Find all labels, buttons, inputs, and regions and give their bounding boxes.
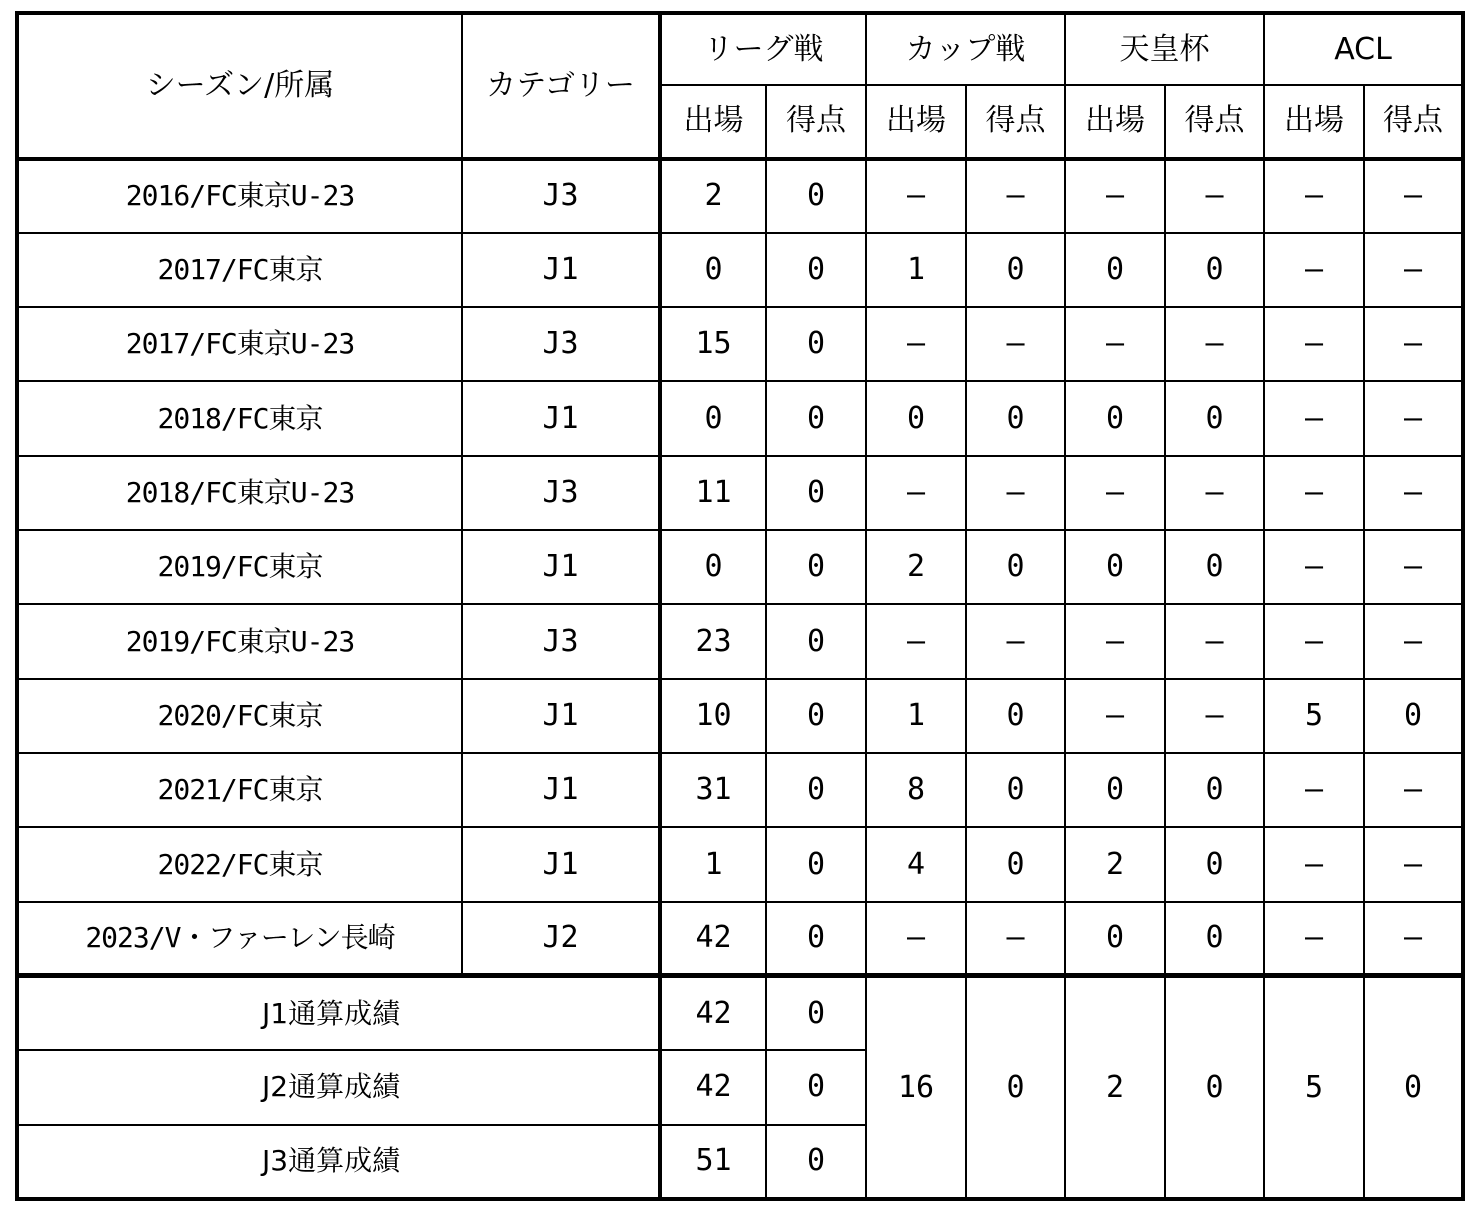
league-goals-cell: 0: [766, 679, 866, 753]
category-cell: J3: [462, 159, 660, 233]
league-apps-cell: 15: [660, 307, 766, 381]
table-row: [17, 753, 1463, 827]
emperor-apps-cell: –: [1065, 604, 1165, 678]
acl-apps-cell: –: [1264, 159, 1364, 233]
emperor-goals-cell: 0: [1165, 530, 1264, 604]
category-cell: J1: [462, 679, 660, 753]
table-row: [17, 307, 1463, 381]
cup-goals-cell: 0: [966, 679, 1065, 753]
category-cell: J1: [462, 827, 660, 901]
header-cup-goals: 得点: [966, 85, 1065, 158]
table-row: [17, 381, 1463, 455]
totals-cup-apps-cell: 16: [866, 976, 966, 1199]
league-apps-cell: 0: [660, 233, 766, 307]
cup-goals-cell: 0: [966, 381, 1065, 455]
totals-label-cell: J1通算成績: [17, 976, 660, 1050]
header-league-apps: 出場: [660, 85, 766, 158]
emperor-goals-cell: 0: [1165, 753, 1264, 827]
season-club-cell: 2016/FC東京U-23: [17, 159, 462, 233]
emperor-apps-cell: –: [1065, 679, 1165, 753]
header-emperors-cup: 天皇杯: [1065, 13, 1264, 85]
emperor-goals-cell: –: [1165, 456, 1264, 530]
season-club-cell: 2019/FC東京U-23: [17, 604, 462, 678]
league-goals-cell: 0: [766, 307, 866, 381]
cup-goals-cell: –: [966, 159, 1065, 233]
totals-league-apps-cell: 42: [660, 1050, 766, 1124]
league-goals-cell: 0: [766, 530, 866, 604]
totals-league-goals-cell: 0: [766, 976, 866, 1050]
cup-goals-cell: 0: [966, 233, 1065, 307]
category-cell: J3: [462, 604, 660, 678]
league-goals-cell: 0: [766, 456, 866, 530]
league-goals-cell: 0: [766, 159, 866, 233]
category-cell: J1: [462, 753, 660, 827]
acl-apps-cell: –: [1264, 902, 1364, 976]
acl-goals-cell: –: [1364, 530, 1463, 604]
header-emperors-goals: 得点: [1165, 85, 1264, 158]
totals-label-cell: J2通算成績: [17, 1050, 660, 1124]
acl-goals-cell: 0: [1364, 679, 1463, 753]
table-row: [17, 902, 1463, 976]
cup-goals-cell: –: [966, 456, 1065, 530]
cup-apps-cell: –: [866, 307, 966, 381]
acl-goals-cell: –: [1364, 233, 1463, 307]
league-apps-cell: 42: [660, 902, 766, 976]
season-club-cell: 2017/FC東京U-23: [17, 307, 462, 381]
category-cell: J1: [462, 381, 660, 455]
totals-emperor-goals-cell: 0: [1165, 976, 1264, 1199]
emperor-goals-cell: –: [1165, 159, 1264, 233]
league-goals-cell: 0: [766, 381, 866, 455]
career-stats-table: [15, 11, 1465, 1201]
table-row: [17, 827, 1463, 901]
acl-apps-cell: –: [1264, 307, 1364, 381]
header-league-goals: 得点: [766, 85, 866, 158]
acl-apps-cell: –: [1264, 604, 1364, 678]
emperor-goals-cell: 0: [1165, 827, 1264, 901]
league-apps-cell: 2: [660, 159, 766, 233]
cup-apps-cell: –: [866, 159, 966, 233]
category-cell: J1: [462, 530, 660, 604]
emperor-goals-cell: 0: [1165, 381, 1264, 455]
cup-apps-cell: 8: [866, 753, 966, 827]
header-acl-goals: 得点: [1364, 85, 1463, 158]
acl-apps-cell: –: [1264, 381, 1364, 455]
header-acl-apps: 出場: [1264, 85, 1364, 158]
cup-apps-cell: 1: [866, 679, 966, 753]
table-row: [17, 679, 1463, 753]
cup-goals-cell: –: [966, 902, 1065, 976]
cup-goals-cell: 0: [966, 753, 1065, 827]
acl-goals-cell: –: [1364, 307, 1463, 381]
header-acl: ACL: [1264, 13, 1463, 85]
emperor-apps-cell: 0: [1065, 902, 1165, 976]
emperor-goals-cell: –: [1165, 307, 1264, 381]
table-row: [17, 456, 1463, 530]
league-apps-cell: 10: [660, 679, 766, 753]
totals-league-apps-cell: 51: [660, 1125, 766, 1199]
emperor-apps-cell: –: [1065, 307, 1165, 381]
season-club-cell: 2022/FC東京: [17, 827, 462, 901]
emperor-goals-cell: –: [1165, 679, 1264, 753]
header-cup: カップ戦: [866, 13, 1065, 85]
cup-apps-cell: –: [866, 604, 966, 678]
emperor-apps-cell: 0: [1065, 381, 1165, 455]
emperor-apps-cell: 2: [1065, 827, 1165, 901]
cup-goals-cell: –: [966, 604, 1065, 678]
totals-league-apps-cell: 42: [660, 976, 766, 1050]
season-club-cell: 2018/FC東京: [17, 381, 462, 455]
cup-apps-cell: 1: [866, 233, 966, 307]
table-row: [17, 604, 1463, 678]
cup-apps-cell: –: [866, 456, 966, 530]
header-row-groups: [17, 13, 1463, 85]
acl-goals-cell: –: [1364, 827, 1463, 901]
table-row: [17, 530, 1463, 604]
acl-goals-cell: –: [1364, 456, 1463, 530]
season-club-cell: 2020/FC東京: [17, 679, 462, 753]
emperor-apps-cell: 0: [1065, 530, 1165, 604]
header-category: カテゴリー: [462, 13, 660, 159]
acl-apps-cell: –: [1264, 827, 1364, 901]
table-row: [17, 159, 1463, 233]
cup-goals-cell: –: [966, 307, 1065, 381]
league-apps-cell: 0: [660, 530, 766, 604]
header-season-club: シーズン/所属: [17, 13, 462, 159]
season-club-cell: 2023/V・ファーレン長崎: [17, 902, 462, 976]
acl-goals-cell: –: [1364, 902, 1463, 976]
league-goals-cell: 0: [766, 827, 866, 901]
totals-cup-goals-cell: 0: [966, 976, 1065, 1199]
emperor-goals-cell: 0: [1165, 902, 1264, 976]
acl-goals-cell: –: [1364, 381, 1463, 455]
acl-apps-cell: 5: [1264, 679, 1364, 753]
emperor-apps-cell: 0: [1065, 233, 1165, 307]
header-league: リーグ戦: [660, 13, 866, 85]
league-apps-cell: 23: [660, 604, 766, 678]
league-goals-cell: 0: [766, 902, 866, 976]
emperor-apps-cell: –: [1065, 159, 1165, 233]
league-goals-cell: 0: [766, 233, 866, 307]
category-cell: J1: [462, 233, 660, 307]
cup-apps-cell: –: [866, 902, 966, 976]
emperor-goals-cell: –: [1165, 604, 1264, 678]
acl-goals-cell: –: [1364, 159, 1463, 233]
acl-goals-cell: –: [1364, 753, 1463, 827]
totals-acl-goals-cell: 0: [1364, 976, 1463, 1199]
season-club-cell: 2018/FC東京U-23: [17, 456, 462, 530]
cup-apps-cell: 0: [866, 381, 966, 455]
league-goals-cell: 0: [766, 753, 866, 827]
totals-league-goals-cell: 0: [766, 1125, 866, 1199]
acl-apps-cell: –: [1264, 753, 1364, 827]
cup-goals-cell: 0: [966, 530, 1065, 604]
acl-goals-cell: –: [1364, 604, 1463, 678]
league-apps-cell: 11: [660, 456, 766, 530]
totals-league-goals-cell: 0: [766, 1050, 866, 1124]
acl-apps-cell: –: [1264, 456, 1364, 530]
totals-emperor-apps-cell: 2: [1065, 976, 1165, 1199]
league-apps-cell: 1: [660, 827, 766, 901]
league-goals-cell: 0: [766, 604, 866, 678]
acl-apps-cell: –: [1264, 530, 1364, 604]
cup-goals-cell: 0: [966, 827, 1065, 901]
emperor-apps-cell: 0: [1065, 753, 1165, 827]
header-emperors-apps: 出場: [1065, 85, 1165, 158]
table-row: [17, 233, 1463, 307]
league-apps-cell: 0: [660, 381, 766, 455]
cup-apps-cell: 2: [866, 530, 966, 604]
category-cell: J2: [462, 902, 660, 976]
totals-label-cell: J3通算成績: [17, 1125, 660, 1199]
emperor-apps-cell: –: [1065, 456, 1165, 530]
season-club-cell: 2019/FC東京: [17, 530, 462, 604]
emperor-goals-cell: 0: [1165, 233, 1264, 307]
header-cup-apps: 出場: [866, 85, 966, 158]
category-cell: J3: [462, 456, 660, 530]
category-cell: J3: [462, 307, 660, 381]
totals-row: [17, 976, 1463, 1050]
totals-acl-apps-cell: 5: [1264, 976, 1364, 1199]
acl-apps-cell: –: [1264, 233, 1364, 307]
season-club-cell: 2021/FC東京: [17, 753, 462, 827]
season-club-cell: 2017/FC東京: [17, 233, 462, 307]
league-apps-cell: 31: [660, 753, 766, 827]
cup-apps-cell: 4: [866, 827, 966, 901]
